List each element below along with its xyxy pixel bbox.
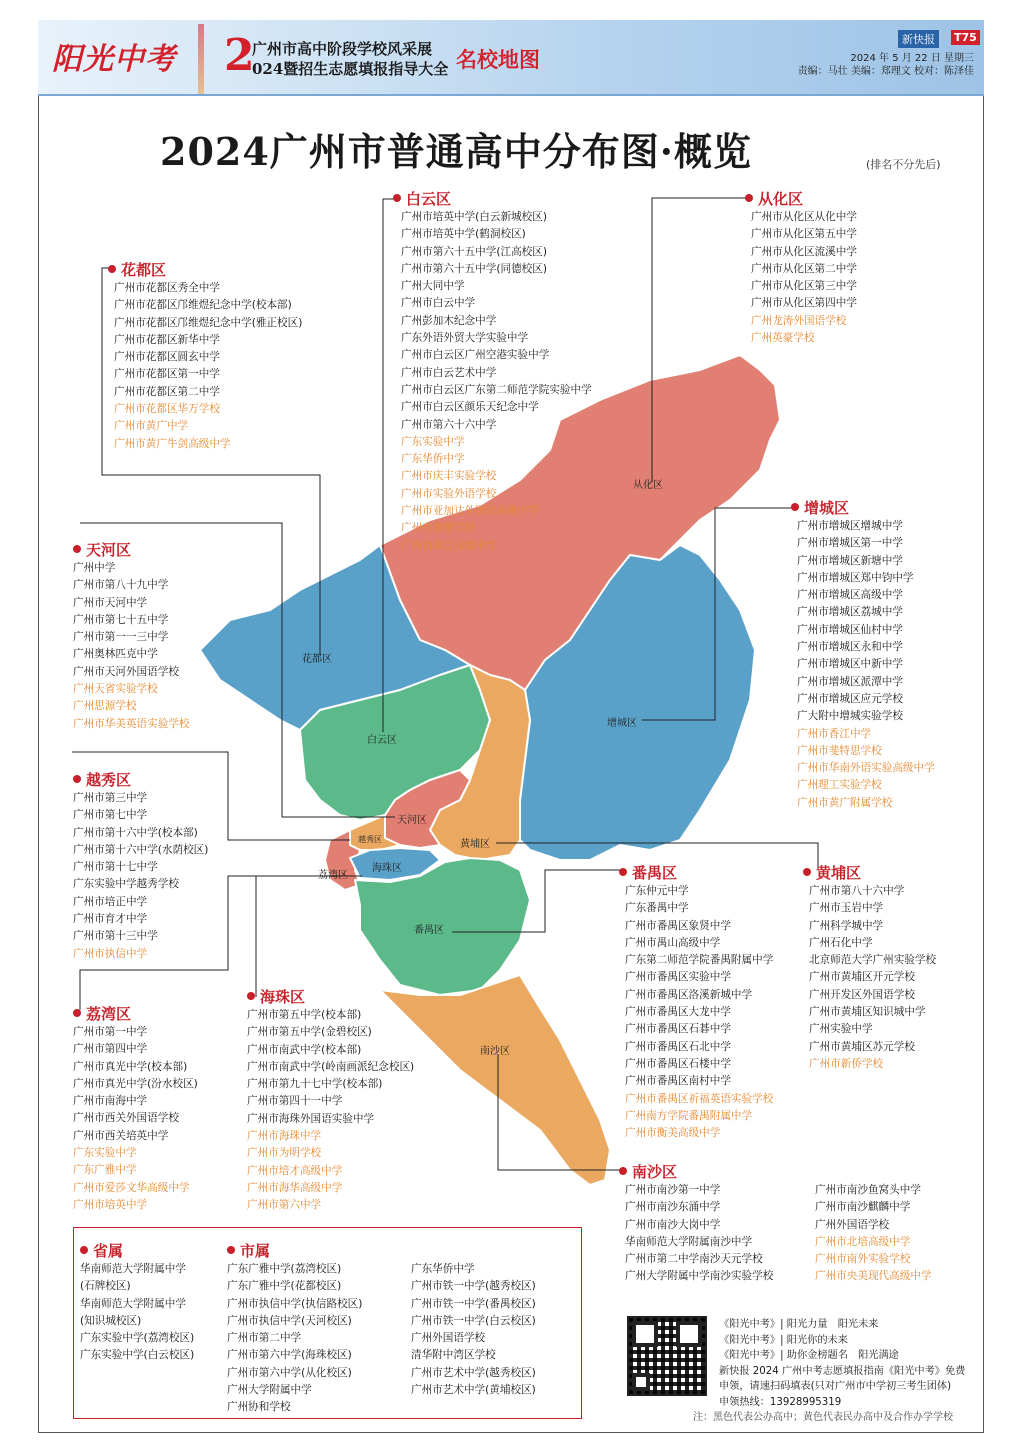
- public-school-item: (知识城校区): [80, 1314, 142, 1327]
- public-school-item: 广州市第十六中学(水荫校区): [73, 843, 209, 856]
- public-school-item: 广州市花都区第二中学: [114, 385, 220, 398]
- public-school-item: 广东实验中学(白云校区): [80, 1349, 195, 1362]
- public-school-item: 广州市花都区新华中学: [114, 333, 220, 346]
- public-school-item: 广州市增城区派潭中学: [797, 675, 903, 688]
- district-name: 花都区: [121, 260, 167, 279]
- public-school-item: 广州市第七中学: [73, 809, 148, 822]
- private-school-item: 广州市华美英语实验学校: [73, 717, 190, 730]
- district-baiyun: [393, 188, 592, 555]
- qr-code[interactable]: [627, 1316, 707, 1396]
- private-school-item: 广州市培才高级中学: [247, 1164, 343, 1177]
- public-school-item: 广州市花都区邝维煜纪念中学(雅正校区): [114, 316, 303, 329]
- district-name: 天河区: [86, 540, 132, 559]
- public-school-item: 广大附中增城实验学校: [797, 710, 903, 723]
- private-school-item: 广州南方学院番禺附属中学: [625, 1109, 753, 1122]
- public-school-item: 广州市番禺区实验中学: [625, 971, 731, 984]
- provincial-heading: 省属: [93, 1241, 124, 1260]
- issue-date: 2024 年 5 月 22 日 星期三: [850, 53, 974, 64]
- private-school-item: 广州市番禺区祈福英语实验学校: [625, 1092, 774, 1105]
- public-school-item: 广州市增城区仙村中学: [797, 623, 903, 636]
- public-school-item: 广州开发区外国语学校: [809, 988, 915, 1001]
- public-school-item: 广州市铁一中学(番禺校区): [411, 1297, 536, 1310]
- public-school-item: 广州市花都区秀全中学: [114, 282, 220, 294]
- public-school-item: 广州实验中学: [809, 1023, 873, 1036]
- district-name: 海珠区: [260, 987, 306, 1006]
- info-line: 《阳光中考》| 阳光力量 阳光未来: [719, 1319, 879, 1330]
- public-school-item: 华南师范大学附属中学: [80, 1263, 186, 1275]
- info-line: 新快报 2024 广州中考志愿填报指南《阳光中考》免费: [719, 1365, 966, 1377]
- private-school-item: 广州市香江中学: [797, 727, 872, 740]
- public-school-item: 广州外国语学校: [815, 1218, 890, 1231]
- bullet-dot: [619, 868, 627, 876]
- district-name: 从化区: [758, 189, 804, 208]
- info-line: 《阳光中考》| 助你金榜题名 阳光满途: [719, 1350, 899, 1362]
- district-tianhe: [73, 539, 190, 733]
- private-school-item: 广州市南外实验学校: [815, 1253, 911, 1266]
- public-school-item: 广州市南沙第一中学: [625, 1184, 721, 1196]
- public-school-item: 广东广雅中学(荔湾校区): [227, 1263, 342, 1275]
- public-school-item: 广州市花都区邝维煜纪念中学(校本部): [114, 299, 292, 312]
- public-school-item: 广州市禺山高级中学: [625, 936, 721, 949]
- public-school-item: 广州市第八十六中学: [809, 885, 905, 897]
- bullet-dot: [247, 992, 255, 1000]
- public-school-item: 广州市培英中学(鹤洞校区): [401, 228, 526, 241]
- bullet-dot: [227, 1246, 235, 1254]
- public-school-item: 广州市从化区第四中学: [751, 297, 857, 310]
- district-yuexiu: [73, 769, 208, 963]
- district-huangpu: [803, 862, 936, 1073]
- district-name: 越秀区: [86, 770, 132, 789]
- public-school-item: 广州市增城区高级中学: [797, 589, 903, 602]
- public-school-item: 广东外语外贸大学实验中学: [401, 332, 529, 345]
- public-school-item: 广州市增城区永和中学: [797, 641, 903, 654]
- page-title: 2024广州市普通高中分布图·概览: [160, 129, 752, 174]
- public-school-item: 广州市第四十一中学: [247, 1095, 343, 1108]
- public-school-item: 广东华侨中学: [411, 1263, 475, 1275]
- public-school-item: 广州市真光中学(校本部): [73, 1060, 188, 1073]
- private-school-item: 广州市源雅学校: [401, 522, 476, 535]
- map-label-tianhe: 天河区: [397, 815, 427, 826]
- district-haizhu: [247, 986, 414, 1215]
- public-school-item: 广州彭加木纪念中学: [401, 314, 497, 327]
- provincial-municipal-box: [73, 1227, 582, 1419]
- public-school-item: 广州市从化区流溪中学: [751, 245, 857, 258]
- public-school-item: 广州市白云区广东第二师范学院实验中学: [401, 383, 592, 396]
- public-school-item: 广州市白云区广州空港实验中学: [401, 349, 550, 362]
- public-school-item: 广州大同中学: [401, 280, 465, 293]
- public-school-item: 广州市南武中学(岭南画派纪念校区): [247, 1060, 415, 1073]
- map-label-haizhu: 海珠区: [372, 863, 402, 874]
- bullet-dot: [73, 775, 81, 783]
- public-school-item: 广州市番禺区大龙中学: [625, 1006, 731, 1019]
- public-school-item: 广东实验中学越秀学校: [73, 878, 179, 891]
- district-name: 番禺区: [632, 863, 678, 882]
- public-school-item: 广州市南海中学: [73, 1095, 148, 1108]
- info-line: 申领热线：13928995319: [719, 1396, 842, 1408]
- map-label-panyu: 番禺区: [414, 925, 444, 936]
- public-school-item: 广州市白云中学: [401, 297, 476, 310]
- map-label-zengcheng: 增城区: [607, 718, 637, 729]
- public-school-item: 广州科学城中学: [809, 919, 884, 932]
- leader-haizhu: [256, 876, 362, 997]
- private-school-item: 广州市庆丰实验学校: [401, 470, 497, 483]
- public-school-item: 广州市西关培英中学: [73, 1129, 169, 1142]
- municipal-heading: 市属: [240, 1241, 271, 1260]
- public-school-item: 广州市第五中学(金碧校区): [247, 1026, 372, 1039]
- private-school-item: 广州市执信中学: [73, 947, 148, 960]
- private-school-item: 广州市花都区华万学校: [114, 403, 220, 416]
- bullet-dot: [73, 545, 81, 553]
- private-school-item: 广州英豪学校: [751, 332, 815, 345]
- public-school-item: 广州市天河外国语学校: [73, 665, 179, 678]
- private-school-item: 广州市爱莎文华高级中学: [73, 1181, 190, 1194]
- public-school-item: 广州市铁一中学(白云校区): [411, 1314, 536, 1327]
- public-school-item: 广州市执信中学(天河校区): [227, 1314, 352, 1327]
- public-school-item: 广东广雅中学(花都校区): [227, 1280, 342, 1293]
- private-school-item: 广州市海华高级中学: [247, 1181, 343, 1194]
- public-school-item: 广州市白云区颜乐天纪念中学: [401, 401, 539, 414]
- bullet-dot: [803, 868, 811, 876]
- public-school-item: 广州市增城区新塘中学: [797, 554, 903, 567]
- public-school-item: 广州市从化区第五中学: [751, 228, 857, 241]
- public-school-item: 广州市黄埔区知识城中学: [809, 1006, 926, 1019]
- public-school-item: 广州市艺术中学(黄埔校区): [411, 1384, 536, 1397]
- public-school-item: 广州市增城区中新中学: [797, 658, 903, 671]
- public-school-item: 广州市玉岩中学: [809, 902, 884, 915]
- public-school-item: 广州市第五中学(校本部): [247, 1009, 362, 1021]
- public-school-item: 广州市从化区第三中学: [751, 280, 857, 293]
- region-nansha: [380, 975, 610, 1185]
- map-label-yuexiu: 越秀区: [358, 835, 382, 844]
- public-school-item: 广州市第六十五中学(江高校区): [401, 245, 547, 258]
- paper-name: 新快报: [898, 30, 939, 48]
- staff-credits: 责编：马壮 美编：郑理文 校对：陈泽佳: [797, 66, 974, 77]
- private-school-item: 广州思源学校: [73, 700, 137, 713]
- private-school-item: 广州理工实验学校: [797, 779, 882, 792]
- public-school-item: 广州市培正中学: [73, 895, 148, 908]
- public-school-item: 广州石化中学: [809, 936, 873, 949]
- public-school-item: 广州市第二中学南沙天元学校: [625, 1253, 763, 1266]
- bullet-dot: [73, 1009, 81, 1017]
- private-school-item: 广州龙涛外国语学校: [751, 314, 847, 327]
- public-school-item: 广州市南沙麒麟中学: [815, 1201, 911, 1214]
- public-school-item: 广州市增城区第一中学: [797, 537, 903, 550]
- private-school-item: 广州市斐特思学校: [797, 744, 882, 757]
- district-liwan: [73, 1003, 198, 1214]
- map-label-huadu: 花都区: [302, 654, 332, 665]
- public-school-item: 广州奥林匹克中学: [73, 648, 158, 661]
- district-name: 白云区: [406, 189, 452, 208]
- private-school-item: 广州市央美现代高级中学: [815, 1270, 932, 1283]
- public-school-item: 广州市执信中学(执信路校区): [227, 1297, 363, 1310]
- public-school-item: 广州市第十六中学(校本部): [73, 826, 198, 839]
- public-school-item: 广州市第十七中学: [73, 861, 158, 874]
- public-school-item: 广州市第二中学: [227, 1332, 302, 1345]
- private-school-item: 广州市新侨学校: [809, 1057, 884, 1070]
- public-school-item: 广州市第七十五中学: [73, 613, 169, 626]
- public-school-item: 广州市第六中学(从化校区): [227, 1366, 352, 1379]
- public-school-item: 广州市第六十五中学(同德校区): [401, 262, 547, 275]
- series-number: 2: [224, 30, 255, 81]
- public-school-item: 广州市番禺区石北中学: [625, 1040, 731, 1053]
- public-school-item: 广州市番禺区洛溪新城中学: [625, 988, 753, 1001]
- private-school-item: 广东实验中学: [73, 1147, 137, 1160]
- public-school-item: 广州市铁一中学(越秀校区): [411, 1280, 536, 1293]
- page-number: T75: [951, 30, 980, 45]
- footnote: 注：黑色代表公办高中；黄色代表民办高中及合作办学学校: [693, 1412, 953, 1423]
- public-school-item: 广州大学附属中学: [227, 1384, 312, 1397]
- private-school-item: 广州市黄广牛剑高级中学: [114, 437, 231, 450]
- public-school-item: 广州市第一一三中学: [73, 631, 169, 644]
- public-school-item: 广州市南武中学(校本部): [247, 1043, 362, 1056]
- series-title-1: 广州市高中阶段学校风采展: [252, 40, 433, 58]
- map-label-liwan: 荔湾区: [318, 870, 348, 881]
- public-school-item: 广州市黄埔区开元学校: [809, 971, 915, 984]
- public-school-item: 清华附中湾区学校: [411, 1349, 496, 1362]
- public-school-item: 广州市番禺区南村中学: [625, 1075, 731, 1088]
- district-zengcheng: [791, 497, 935, 812]
- bullet-dot: [619, 1167, 627, 1175]
- public-school-item: 广州市天河中学: [73, 596, 148, 609]
- private-school-item: 广州市珠江高级中学: [401, 539, 497, 552]
- provincial-section: [80, 1240, 194, 1365]
- private-school-item: 广州市为明学校: [247, 1147, 322, 1160]
- public-school-item: 广州市第八十九中学: [73, 579, 169, 592]
- public-school-item: 广州市南沙大岗中学: [625, 1218, 721, 1231]
- private-school-item: 广州市海珠中学: [247, 1130, 322, 1143]
- public-school-item: 广州市南沙东涌中学: [625, 1201, 721, 1214]
- bullet-dot: [80, 1246, 88, 1254]
- municipal-section-col2: [411, 1261, 536, 1399]
- public-school-item: 广州市第三中学: [73, 792, 148, 804]
- public-school-item: 广州市培英中学(白云新城校区): [401, 211, 547, 223]
- private-school-item: 广东实验中学: [401, 435, 465, 448]
- public-school-item: 广州市第六十六中学: [401, 418, 497, 431]
- public-school-item: 广州市艺术中学(越秀校区): [411, 1366, 536, 1379]
- logo: 阳光中考: [52, 42, 176, 77]
- private-school-item: 广州市黄广附属学校: [797, 796, 893, 809]
- public-school-item: 广州市第一中学: [73, 1026, 148, 1038]
- bullet-dot: [791, 503, 799, 511]
- district-name: 荔湾区: [86, 1004, 132, 1023]
- public-school-item: 广州市番禺区石碁中学: [625, 1023, 731, 1036]
- public-school-item: 广州市第四中学: [73, 1043, 148, 1056]
- public-school-item: 华南师范大学附属中学: [80, 1297, 186, 1310]
- public-school-item: 广州市海珠外国语实验中学: [247, 1112, 375, 1125]
- private-school-item: 广州市衡美高级中学: [625, 1127, 721, 1140]
- municipal-section: [227, 1240, 362, 1417]
- district-conghua: [745, 188, 857, 347]
- public-school-item: 广东仲元中学: [625, 885, 689, 897]
- district-name: 南沙区: [632, 1162, 678, 1181]
- private-school-item: 广州市亚加达外国语高级中学: [401, 505, 539, 518]
- private-school-item: 广州市华南外语实验高级中学: [797, 762, 935, 775]
- district-name: 黄埔区: [816, 863, 862, 882]
- district-nansha: [619, 1161, 932, 1286]
- title-note: (排名不分先后): [866, 158, 941, 171]
- public-school-item: 华南师范大学附属南沙中学: [625, 1235, 753, 1248]
- bullet-dot: [393, 194, 401, 202]
- public-school-item: 广州协和学校: [227, 1401, 291, 1414]
- section-tag: 名校地图: [456, 48, 540, 72]
- district-huadu: [108, 259, 302, 453]
- private-school-item: 广州市第六中学: [247, 1199, 322, 1212]
- info-line: 申领，请速扫码填表(只对广州市中学初三考生团体): [719, 1381, 952, 1393]
- public-school-item: 广州市增城区增城中学: [797, 520, 903, 532]
- private-school-item: 广东华侨中学: [401, 453, 465, 466]
- public-school-item: 广东番禺中学: [625, 902, 689, 915]
- public-school-item: 广州市育才中学: [73, 913, 148, 926]
- public-school-item: 广州市黄埔区苏元学校: [809, 1040, 915, 1053]
- map-label-baiyun: 白云区: [367, 735, 397, 746]
- public-school-item: 北京师范大学广州实验学校: [809, 954, 937, 967]
- info-line: 《阳光中考》| 阳光你的未来: [719, 1334, 848, 1346]
- district-name: 增城区: [804, 498, 850, 517]
- public-school-item: 广州市增城区应元学校: [797, 692, 903, 705]
- public-school-item: 广州市番禺区象贤中学: [625, 919, 731, 932]
- public-school-item: 广东第二师范学院番禺附属中学: [625, 954, 774, 967]
- public-school-item: 广州市增城区郑中钧中学: [797, 571, 914, 584]
- private-school-item: 广州市实验外语学校: [401, 487, 497, 500]
- public-school-item: 广州市从化区从化中学: [751, 211, 857, 223]
- private-school-item: 广州市黄广中学: [114, 420, 189, 433]
- public-school-item: 广州市白云艺术中学: [401, 366, 497, 379]
- public-school-item: (石牌校区): [80, 1280, 131, 1293]
- series-title-2: 024暨招生志愿填报指导大全: [252, 60, 449, 78]
- public-school-item: 广东实验中学(荔湾校区): [80, 1332, 195, 1345]
- public-school-item: 广州市第六中学(海珠校区): [227, 1349, 352, 1362]
- public-school-item: 广州市番禺区石楼中学: [625, 1057, 731, 1070]
- private-school-item: 广州市北培高级中学: [815, 1235, 911, 1248]
- info-block: [719, 1317, 965, 1411]
- public-school-item: 广州市第九十七中学(校本部): [247, 1078, 383, 1091]
- public-school-item: 广州大学附属中学南沙实验学校: [625, 1270, 774, 1283]
- map-label-nansha: 南沙区: [480, 1046, 510, 1057]
- public-school-item: 广州市西关外国语学校: [73, 1112, 179, 1125]
- private-school-item: 广州天省实验学校: [73, 683, 158, 696]
- public-school-item: 广州外国语学校: [411, 1332, 486, 1345]
- public-school-item: 广州市真光中学(汾水校区): [73, 1077, 198, 1090]
- public-school-item: 广州市花都区圆玄中学: [114, 351, 220, 364]
- bullet-dot: [745, 194, 753, 202]
- private-school-item: 广东广雅中学: [73, 1164, 137, 1177]
- map-label-huangpu: 黄埔区: [460, 839, 490, 850]
- public-school-item: 广州中学: [73, 562, 116, 574]
- district-panyu: [619, 862, 773, 1142]
- private-school-item: 广州市培英中学: [73, 1198, 148, 1211]
- public-school-item: 广州市花都区第一中学: [114, 368, 220, 381]
- public-school-item: 广州市增城区荔城中学: [797, 606, 903, 619]
- public-school-item: 广州市南沙鱼窝头中学: [815, 1184, 921, 1196]
- map-label-conghua: 从化区: [633, 480, 663, 491]
- public-school-item: 广州市第十三中学: [73, 930, 158, 943]
- public-school-item: 广州市从化区第二中学: [751, 262, 857, 275]
- bullet-dot: [108, 265, 116, 273]
